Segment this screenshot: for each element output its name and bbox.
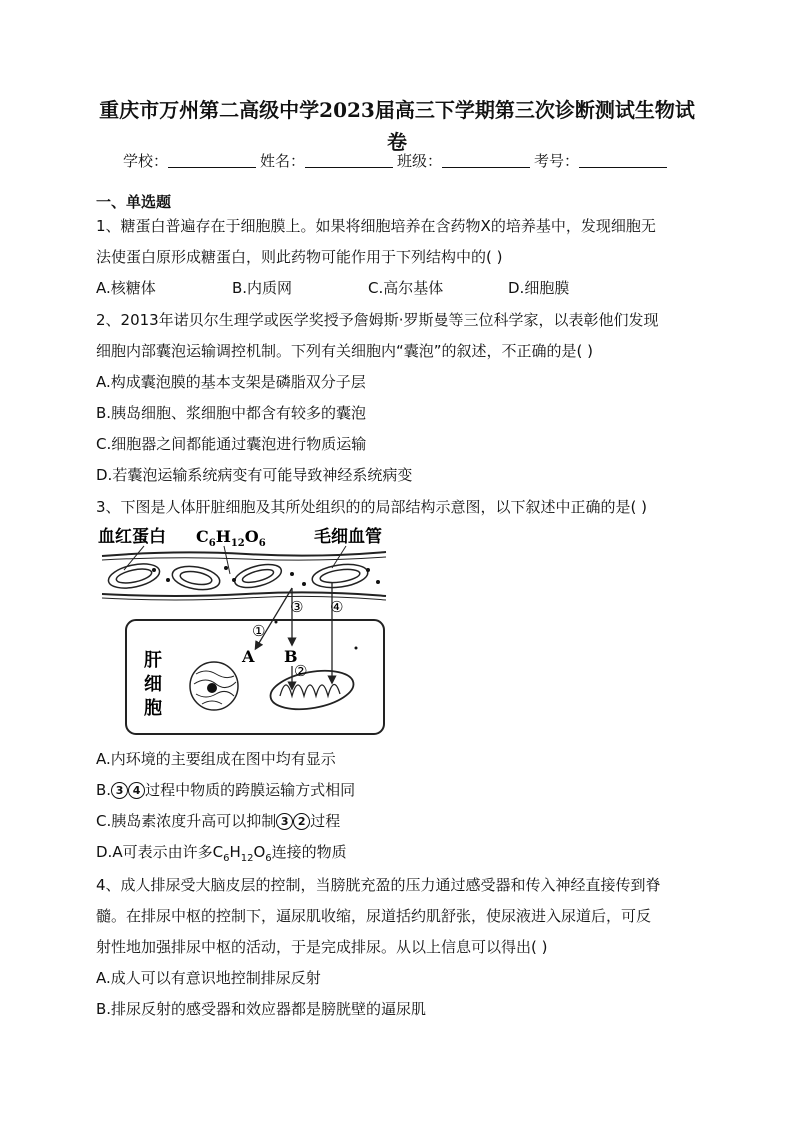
q4-option-a[interactable]: A.成人可以有意识地控制排尿反射 xyxy=(96,969,321,987)
label-liver-3: 胞 xyxy=(144,698,162,719)
q2-option-c[interactable]: C.细胞器之间都能通过囊泡进行物质运输 xyxy=(96,435,367,453)
sub-6a: 6 xyxy=(223,853,230,864)
label-liver-2: 细 xyxy=(144,674,162,695)
student-info-line xyxy=(0,150,794,171)
q3-c-text: 过程 xyxy=(310,812,341,830)
q4-stem-line-1: 4、成人排尿受大脑皮层的控制，当膀胱充盈的压力通过感受器和传入神经直接传到脊 xyxy=(96,876,661,894)
capillary-wall-bottom xyxy=(102,592,386,596)
q3-b-prefix: B. xyxy=(96,781,112,799)
marker-1: ① xyxy=(252,622,266,640)
red-blood-cells xyxy=(106,560,369,593)
class-field[interactable] xyxy=(442,153,530,168)
circled-4: 4 xyxy=(128,782,145,799)
o-letter: O xyxy=(253,843,266,861)
q4-stem-line-3: 射性地加强排尿中枢的活动，于是完成排尿。从以上信息可以得出( ) xyxy=(96,938,548,956)
number-label: 考号： xyxy=(534,152,580,170)
liver-cell-diagram xyxy=(96,518,396,740)
q2-option-a[interactable]: A.构成囊泡膜的基本支架是磷脂双分子层 xyxy=(96,373,366,391)
q1-option-b[interactable]: B.内质网 xyxy=(232,279,293,297)
marker-2: ② xyxy=(294,662,308,680)
number-field[interactable] xyxy=(579,153,667,168)
q3-option-d[interactable] xyxy=(96,841,347,864)
label-liver-1: 肝 xyxy=(144,650,162,671)
nucleolus xyxy=(207,683,217,693)
name-label: 姓名： xyxy=(259,152,305,170)
q3-b-text: 过程中物质的跨膜运输方式相同 xyxy=(145,781,356,799)
circled-3: 3 xyxy=(111,782,128,799)
h-letter: H xyxy=(229,843,241,861)
q3-option-a[interactable]: A.内环境的主要组成在图中均有显示 xyxy=(96,750,336,768)
q2-stem-line-2: 细胞内部囊泡运输调控机制。下列有关细胞内“囊泡”的叙述，不正确的是( ) xyxy=(96,342,594,360)
q3-stem-line-1: 3、下图是人体肝脏细胞及其所处组织的的局部结构示意图，以下叙述中正确的是( ) xyxy=(96,498,648,516)
title-line-1: 重庆市万州第二高级中学2023届高三下学期第三次诊断测试生物试 xyxy=(99,98,695,122)
q4-stem-line-2: 髓。在排尿中枢的控制下，逼尿肌收缩，尿道括约肌舒张，使尿液进入尿道后，可反 xyxy=(96,907,652,925)
label-A: A xyxy=(242,647,255,666)
q1-stem-line-1: 1、糖蛋白普遍存在于细胞膜上。如果将细胞培养在含药物X的培养基中，发现细胞无 xyxy=(96,217,656,235)
capillary-wall-top xyxy=(102,552,386,556)
q2-option-b[interactable]: B.胰岛细胞、浆细胞中都含有较多的囊泡 xyxy=(96,404,367,422)
q2-option-d[interactable]: D.若囊泡运输系统病变有可能导致神经系统病变 xyxy=(96,466,413,484)
class-label: 班级： xyxy=(397,152,443,170)
q1-option-d[interactable]: D.细胞膜 xyxy=(508,279,570,297)
label-glucose: $C_6H_{12}O_6$ xyxy=(196,527,266,549)
label-capillary: 毛细血管 xyxy=(314,527,382,547)
school-field[interactable] xyxy=(168,153,256,168)
sub-12: 12 xyxy=(240,853,254,864)
school-label: 学校： xyxy=(122,152,168,170)
mitochondrion xyxy=(268,665,357,715)
q3-c-prefix: C.胰岛素浓度升高可以抑制 xyxy=(96,812,277,830)
q1-option-c[interactable]: C.高尔基体 xyxy=(368,279,444,297)
q3-d-text: 连接的物质 xyxy=(271,843,347,861)
title-line-2: 卷 xyxy=(387,130,407,154)
pointer-glucose xyxy=(224,546,230,574)
capillary-wall-top-inner xyxy=(102,557,386,560)
section-heading: 一、单选题 xyxy=(96,193,172,211)
q2-stem-line-1: 2、2013年诺贝尔生理学或医学奖授予詹姆斯·罗斯曼等三位科学家，以表彰他们发现 xyxy=(96,311,659,329)
q1-stem-line-2: 法使蛋白原形成糖蛋白，则此药物可能作用于下列结构中的( ) xyxy=(96,248,503,266)
q3-d-prefix: D.A可表示由许多C xyxy=(96,843,224,861)
marker-4: ④ xyxy=(330,598,344,616)
label-B: B xyxy=(284,647,298,666)
q3-option-b[interactable] xyxy=(96,779,355,800)
label-hemoglobin: 血红蛋白 xyxy=(98,527,166,547)
name-field[interactable] xyxy=(305,153,393,168)
page-title xyxy=(80,94,714,158)
sub-6b: 6 xyxy=(265,853,272,864)
q1-options xyxy=(96,277,569,298)
circled-2: 2 xyxy=(293,813,310,830)
circled-3: 3 xyxy=(276,813,293,830)
q1-option-a[interactable]: A.核糖体 xyxy=(96,279,156,297)
q3-option-c[interactable] xyxy=(96,810,340,831)
q4-option-b[interactable]: B.排尿反射的感受器和效应器都是膀胱壁的逼尿肌 xyxy=(96,1000,427,1018)
marker-3: ③ xyxy=(290,598,304,616)
